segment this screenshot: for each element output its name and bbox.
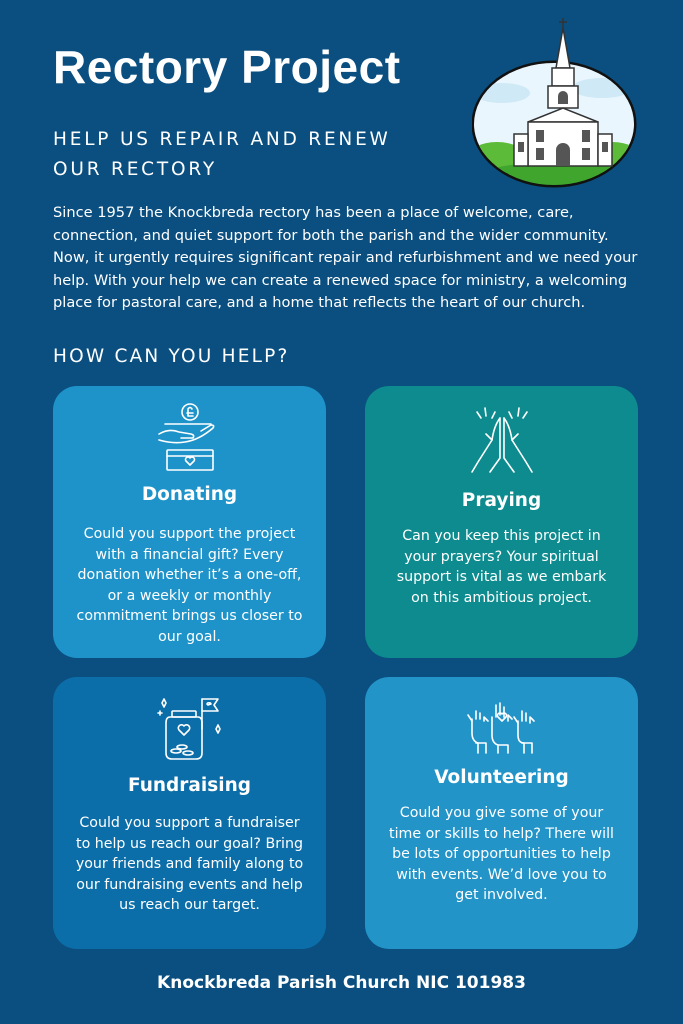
card-text: Could you support the project with a financial gift? Every donation whether it’s a one-off, or a weekly or monthly commitment brings us closer to our goal. bbox=[76, 526, 303, 645]
card-title: Praying bbox=[461, 490, 542, 511]
page-title: Rectory Project bbox=[53, 41, 401, 93]
card-text: Could you support a fundraiser to help us reach our goal? Bring your friends and family along to our fundraising events and help us reach our target. bbox=[75, 815, 304, 913]
church-logo bbox=[472, 18, 637, 188]
page-subtitle: HELP US REPAIR AND RENEW OUR RECTORY bbox=[53, 129, 391, 180]
card-fundraising bbox=[53, 677, 326, 949]
card-title: Donating bbox=[141, 484, 238, 505]
donation-hand-icon bbox=[155, 402, 225, 472]
section-heading: HOW CAN YOU HELP? bbox=[53, 346, 290, 367]
card-title: Volunteering bbox=[434, 767, 569, 788]
card-donating bbox=[53, 386, 326, 658]
intro-paragraph: Since 1957 the Knockbreda rectory has been a place of welcome, care, connection, and quiet support for both the parish and the wider community. Now, it urgently requires significant repair and refurbishment and we need your help. With your help we can create a renewed space for ministry, a welcoming place for pastoral care, and a home that reflects the heart of our church. bbox=[53, 204, 638, 312]
raised-hands-icon bbox=[464, 699, 540, 755]
card-text: Can you keep this project in your prayers? Your spiritual support is vital as we embark on this ambitious project. bbox=[396, 528, 607, 606]
money-jar-icon bbox=[154, 693, 226, 763]
card-text: Could you give some of your time or skills to help? There will be lots of opportunities to help with events. We’d love you to get involved. bbox=[389, 805, 614, 903]
footer-charity-number: Knockbreda Parish Church NIC 101983 bbox=[157, 973, 526, 993]
card-volunteering bbox=[365, 677, 638, 949]
card-title: Fundraising bbox=[127, 775, 251, 796]
praying-hands-icon bbox=[467, 406, 537, 476]
card-praying bbox=[365, 386, 638, 658]
